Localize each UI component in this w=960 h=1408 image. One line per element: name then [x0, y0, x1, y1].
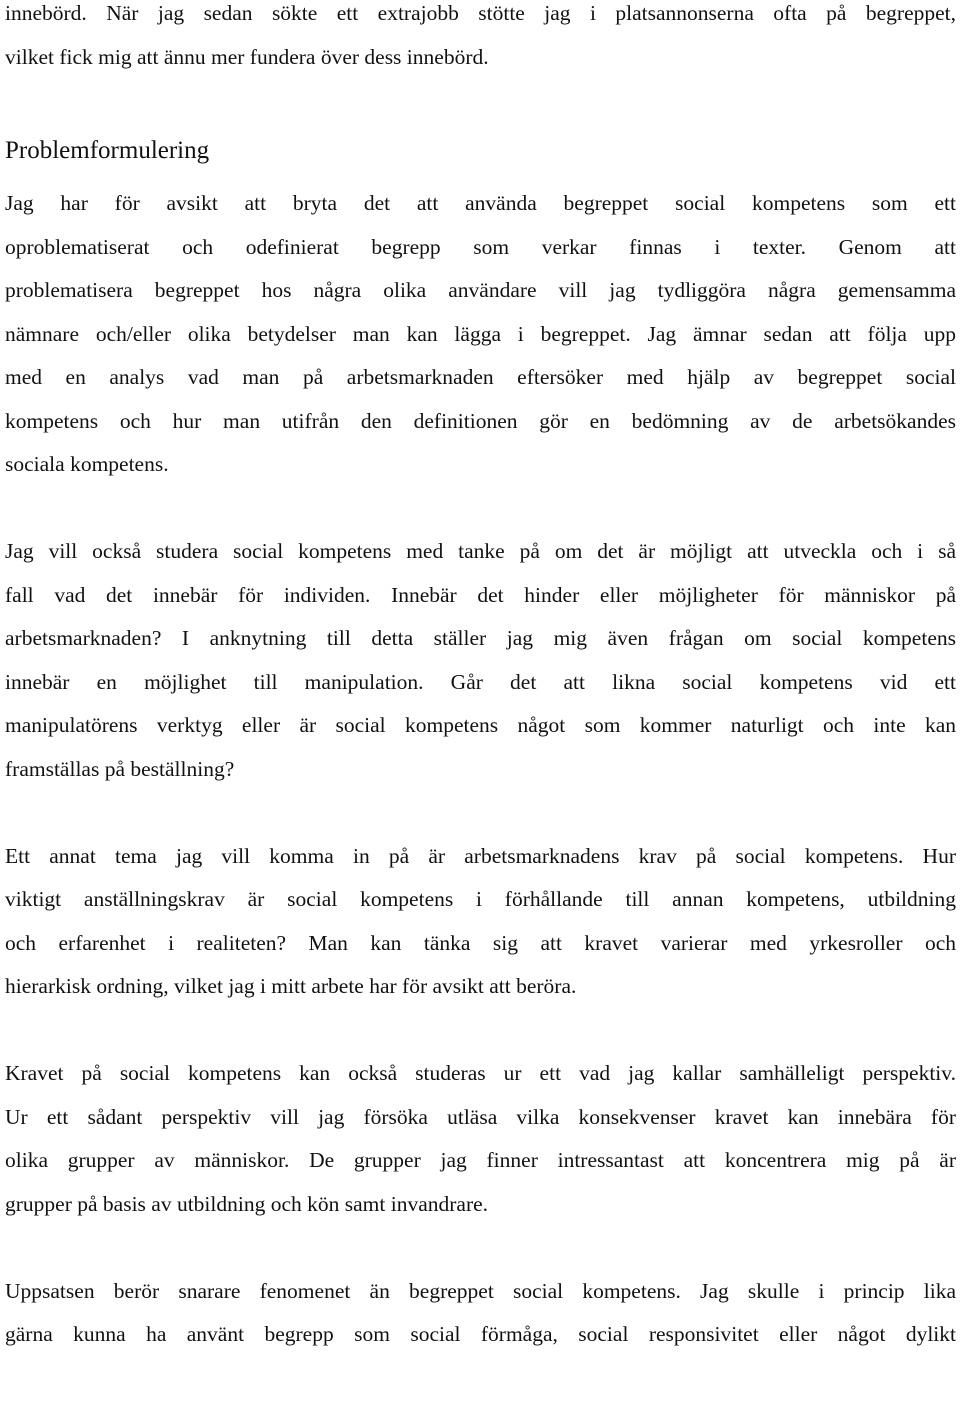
paragraph-3	[5, 835, 956, 1009]
text-line: framställas på beställning?	[5, 756, 235, 781]
text-line: med en analys vad man på arbetsmarknaden eftersöker med hjälp av begreppet social	[5, 365, 956, 389]
document-page	[5, 0, 956, 1357]
paragraph-2	[5, 530, 956, 791]
text-line: arbetsmarknaden? I anknytning till detta ställer jag mig även frågan om social kompetens	[5, 626, 956, 650]
intro-paragraph	[5, 0, 956, 79]
text-line: fall vad det innebär för individen. Innebär det hinder eller möjligheter för människor på	[5, 582, 956, 607]
text-line: innebörd. När jag sedan sökte ett extrajobb stötte jag i platsannonserna ofta på begreppet,	[5, 1, 956, 25]
text-line: innebär en möjlighet till manipulation. Går det att likna social kompetens vid ett	[5, 669, 956, 694]
text-line: oproblematiserat och odefinierat begrepp som verkar finnas i texter. Genom att	[5, 234, 956, 259]
text-line: hierarkisk ordning, vilket jag i mitt arbete har för avsikt att beröra.	[5, 974, 577, 998]
paragraph-gap	[5, 791, 956, 835]
paragraph-gap	[5, 487, 956, 531]
paragraph-gap	[5, 79, 956, 123]
text-line: Jag har för avsikt att bryta det att använda begreppet social kompetens som ett	[5, 191, 956, 215]
text-line: grupper på basis av utbildning och kön samt invandrare.	[5, 1191, 489, 1216]
text-line: gärna kunna ha använt begrepp som social förmåga, social responsivitet eller något dylikt	[5, 1322, 956, 1346]
paragraph-gap	[5, 1226, 956, 1270]
section-heading: Problemformulering	[5, 136, 210, 164]
paragraph-4	[5, 1052, 956, 1226]
text-line: Uppsatsen berör snarare fenomenet än begreppet social kompetens. Jag skulle i princip lika	[5, 1278, 956, 1303]
text-line: kompetens och hur man utifrån den definitionen gör en bedömning av de arbetsökandes	[5, 408, 956, 433]
text-line: Kravet på social kompetens kan också studeras ur ett vad jag kallar samhälleligt perspektiv.	[5, 1061, 956, 1085]
text-line: viktigt anställningskrav är social kompetens i förhållande till annan kompetens, utbildning	[5, 887, 956, 911]
text-line: manipulatörens verktyg eller är social kompetens något som kommer naturligt och inte kan	[5, 713, 956, 737]
paragraph-1	[5, 182, 956, 487]
paragraph-5	[5, 1270, 956, 1357]
text-line: Jag vill också studera social kompetens med tanke på om det är möjligt att utveckla och i så	[5, 539, 956, 563]
paragraph-gap	[5, 1009, 956, 1053]
text-line: nämnare och/eller olika betydelser man kan lägga i begreppet. Jag ämnar sedan att följa upp	[5, 321, 956, 346]
text-line: och erfarenhet i realiteten? Man kan tänka sig att kravet varierar med yrkesroller och	[5, 930, 956, 955]
text-line: sociala kompetens.	[5, 452, 169, 476]
text-line: problematisera begreppet hos några olika användare vill jag tydliggöra några gemensamma	[5, 278, 956, 302]
text-line: vilket fick mig att ännu mer fundera över dess innebörd.	[5, 44, 489, 69]
text-line: olika grupper av människor. De grupper jag finner intressantast att koncentrera mig på är	[5, 1148, 956, 1172]
text-line: Ett annat tema jag vill komma in på är arbetsmarknadens krav på social kompetens. Hur	[5, 843, 956, 868]
text-line: Ur ett sådant perspektiv vill jag försöka utläsa vilka konsekvenser kravet kan innebära för	[5, 1104, 956, 1129]
